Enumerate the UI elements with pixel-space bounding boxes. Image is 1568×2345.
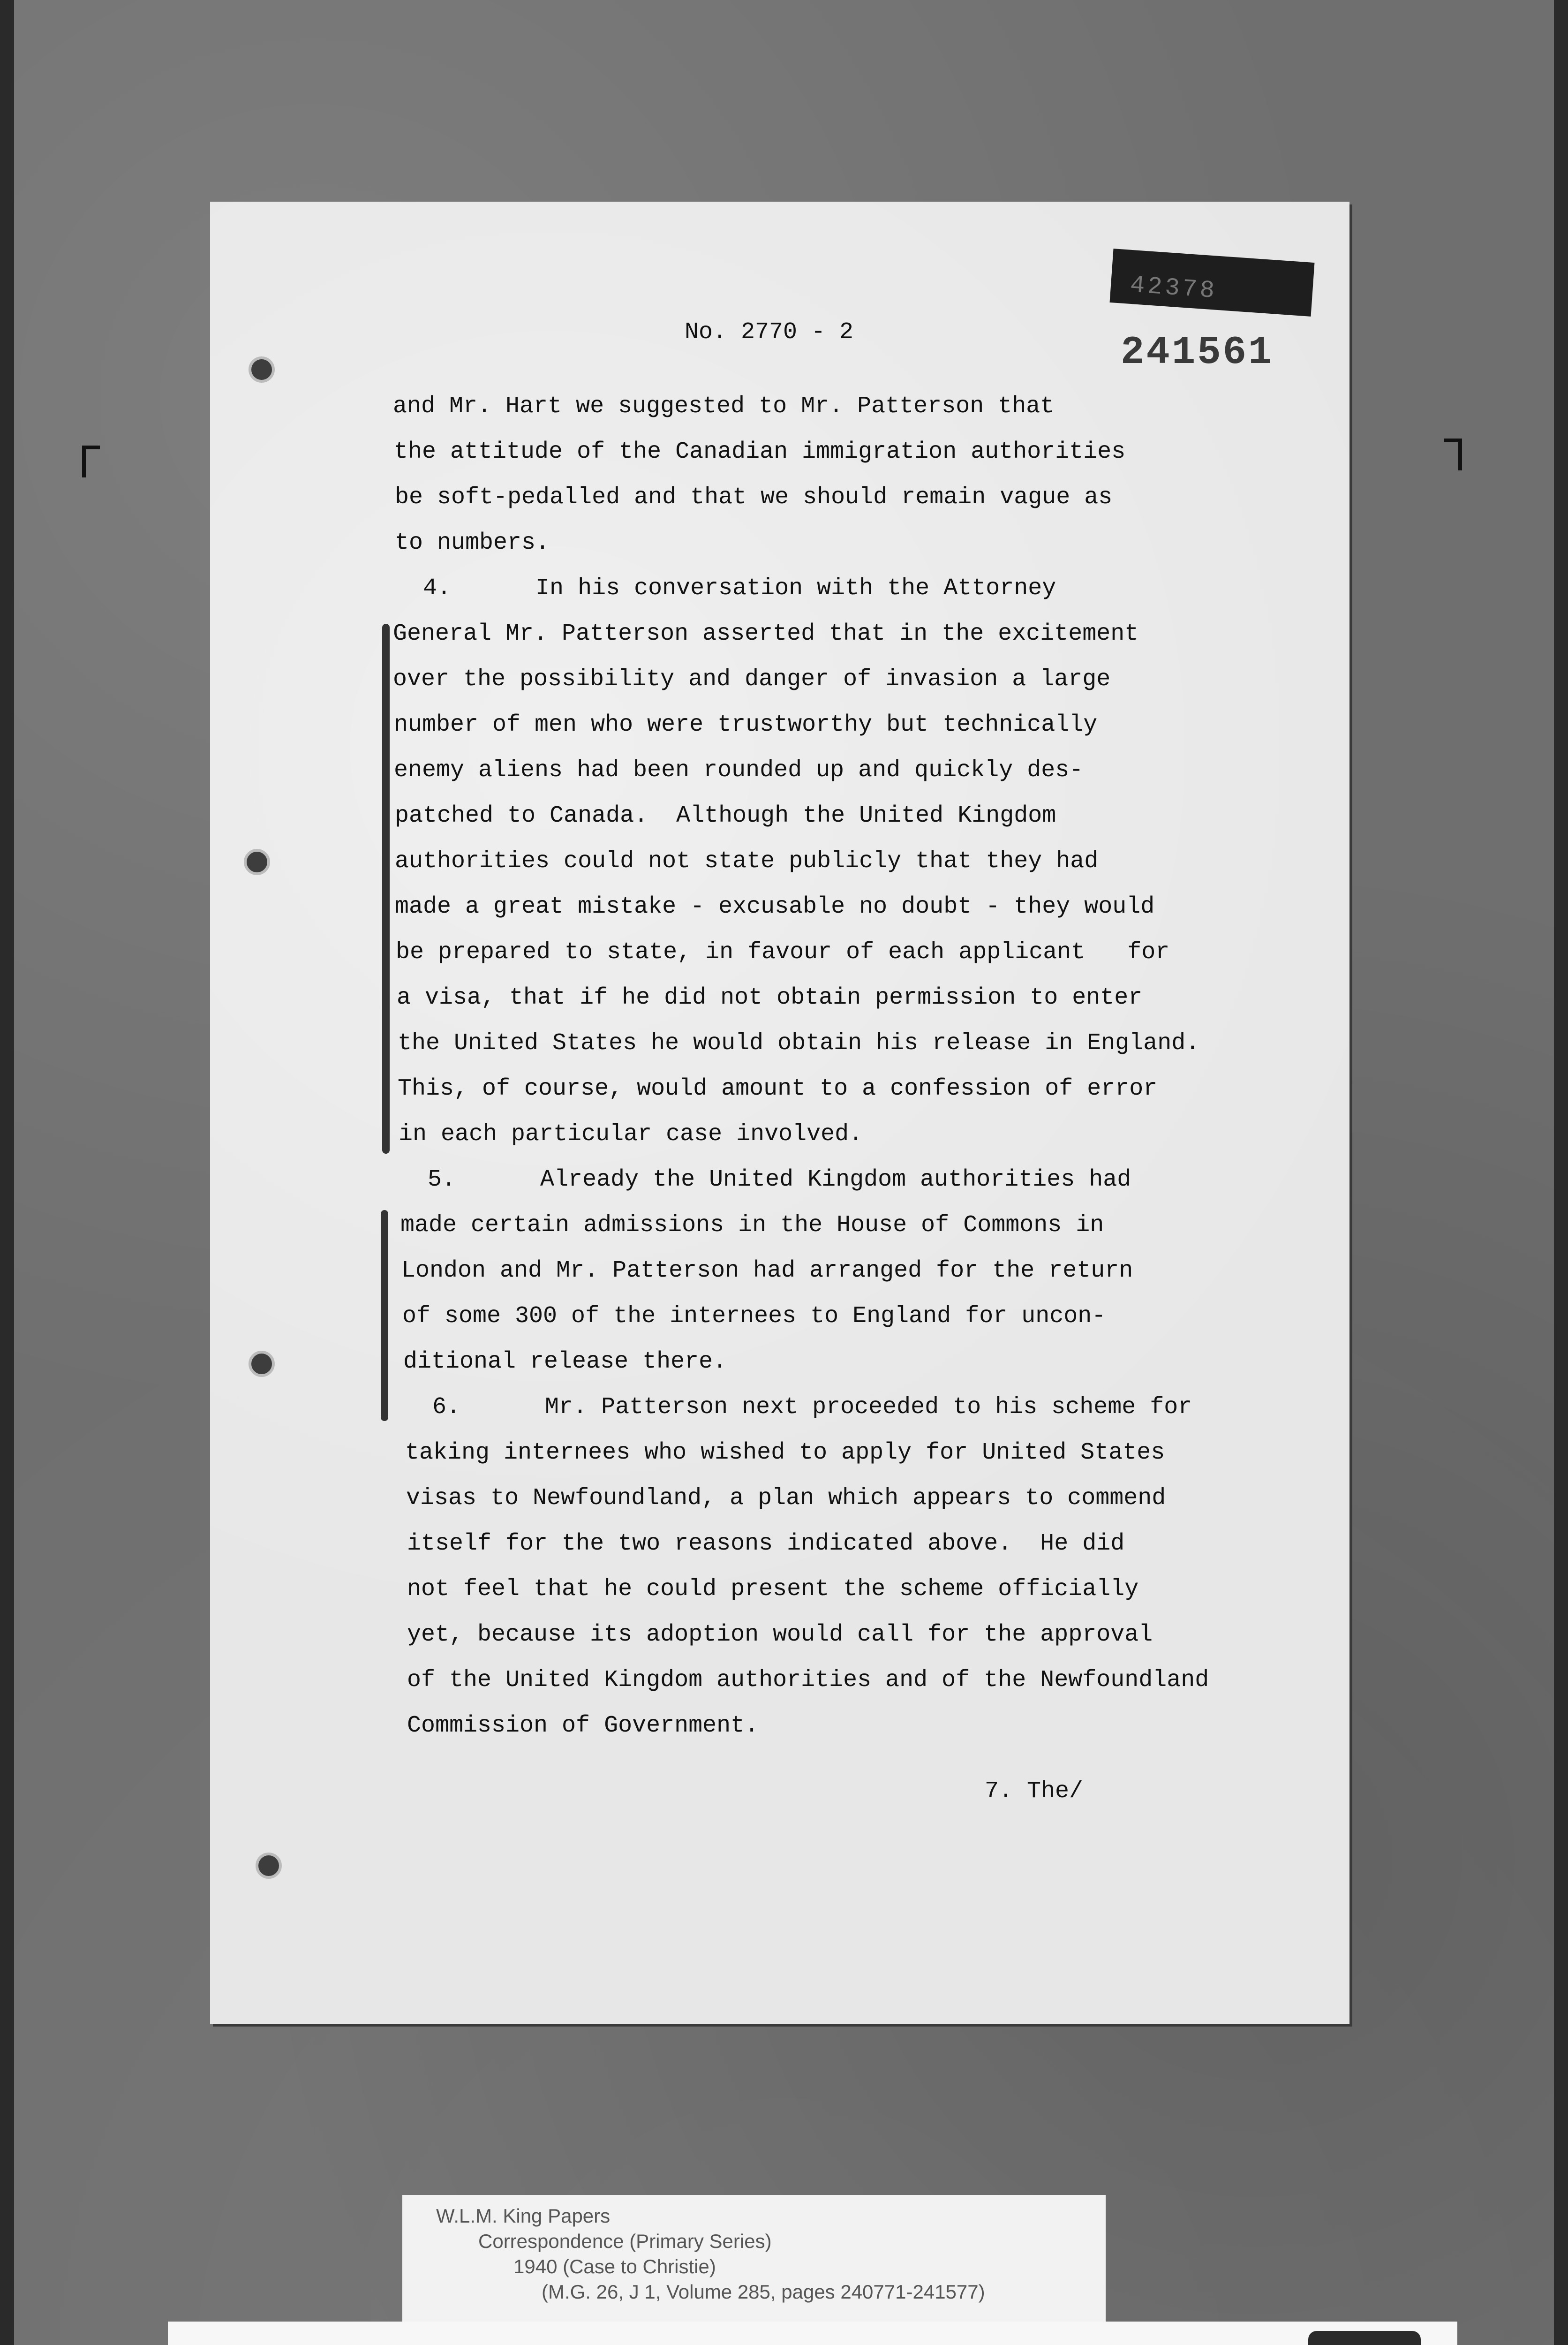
catalog-line-series: Correspondence (Primary Series) [478,2230,772,2252]
punch-hole [249,356,275,383]
text-line: Commission of Government. [407,1712,759,1739]
text-line: 6. Mr. Patterson next proceeded to his scheme for [404,1394,1192,1421]
archives-card [168,2322,1457,2345]
text-line: taking internees who wished to apply for United States [405,1439,1165,1466]
punch-hole [256,1853,282,1879]
crop-mark-top-right [1444,439,1462,470]
text-line: over the possibility and danger of invasion a large [393,666,1111,693]
text-line: London and Mr. Patterson had arranged for the return [401,1257,1133,1284]
text-line: authorities could not state publicly that they had [395,848,1099,875]
text-line: be soft-pedalled and that we should remain vague as [395,484,1113,511]
text-line: not feel that he could present the scheme officially [407,1576,1139,1603]
text-line: 4. In his conversation with the Attorney [395,575,1056,602]
punch-hole [249,1351,275,1377]
text-line: itself for the two reasons indicated above. He did [407,1530,1125,1557]
text-line: the United States he would obtain his release in England. [398,1030,1200,1057]
text-line: patched to Canada. Although the United Kingdom [395,802,1056,829]
text-line: be prepared to state, in favour of each applicant for [396,939,1170,966]
text-line: a visa, that if he did not obtain permission to enter [397,984,1143,1011]
tape-number: 42378 [1129,271,1218,305]
text-line: made certain admissions in the House of Commons in [400,1212,1104,1239]
backdrop-right-edge [1554,0,1568,2345]
text-line: the attitude of the Canadian immigration authorities [394,439,1126,465]
text-line: made a great mistake - excusable no doubt - they would [395,893,1155,920]
text-line: This, of course, would amount to a confession of error [398,1075,1158,1102]
punch-hole [244,849,270,875]
document-sheet [210,202,1349,2024]
text-line: to numbers. [395,530,550,556]
text-line: General Mr. Patterson asserted that in the excitement [393,620,1139,647]
continuation-marker: 7. The/ [985,1778,1084,1805]
backdrop-left-edge [0,0,14,2345]
catalog-line-reference: (M.G. 26, J 1, Volume 285, pages 240771-241577) [542,2281,985,2303]
catalog-label [402,2195,1106,2322]
crop-mark-top-left [82,446,100,477]
text-line: ditional release there. [403,1348,727,1375]
archive-stamp-number: 241561 [1121,331,1274,375]
text-line: of some 300 of the internees to England for uncon- [402,1303,1106,1330]
margin-bracket-mark [382,624,390,1154]
text-line: of the United Kingdom authorities and of the Newfoundland [407,1667,1209,1694]
text-line: number of men who were trustworthy but technically [394,711,1098,738]
text-line: and Mr. Hart we suggested to Mr. Patterson that [393,393,1055,420]
text-line: yet, because its adoption would call for the approval [407,1621,1153,1648]
margin-bracket-mark [381,1210,388,1421]
archives-logo-icon [1308,2331,1421,2345]
text-line: visas to Newfoundland, a plan which appears to commend [406,1485,1166,1512]
catalog-line-collection: W.L.M. King Papers [436,2205,611,2227]
text-line: 5. Already the United Kingdom authorities had [400,1166,1131,1193]
text-line: enemy aliens had been rounded up and quickly des- [394,757,1084,784]
page-reference: No. 2770 - 2 [685,319,854,346]
catalog-line-year: 1940 (Case to Christie) [513,2255,716,2277]
text-line: in each particular case involved. [399,1121,863,1148]
